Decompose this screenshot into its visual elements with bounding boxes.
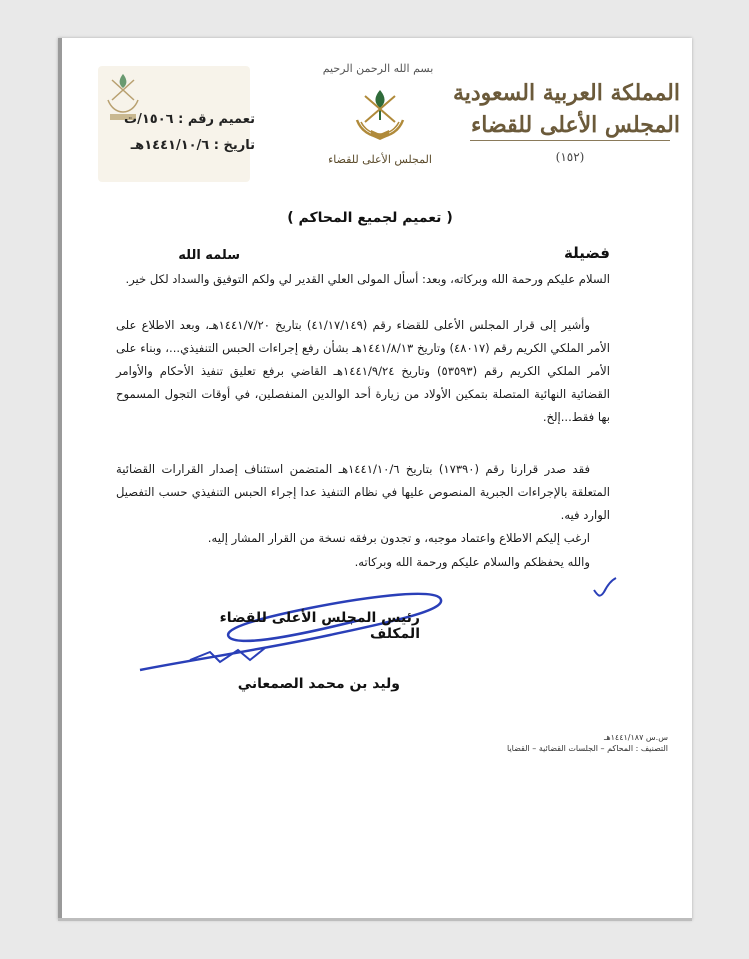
honorific: سلمه الله <box>178 248 240 263</box>
council-emblem-icon <box>335 82 425 152</box>
page-edge-bottom <box>58 918 692 921</box>
handwritten-tick-icon <box>590 572 620 602</box>
classification-line: التصنيف : المحاكم – الجلسات القضائية – القضايا <box>507 744 668 753</box>
addressee: فضيلة <box>564 244 610 262</box>
reference-code: س.س ١٤٤١/١٨٧هـ <box>604 733 668 742</box>
emblem-caption: المجلس الأعلى للقضاء <box>328 153 432 166</box>
signatory-name: وليد بن محمد الصمعاني <box>237 676 400 692</box>
letter-title: ( تعميم لجميع المحاكم ) <box>287 210 453 226</box>
page-edge <box>58 38 62 920</box>
greeting-paragraph: السلام عليكم ورحمة الله وبركاته، وبعد: أسأل المولى العلي القدير لي ولكم التوفيق والسداد لكل خير. <box>125 272 610 286</box>
basmala: بسم الله الرحمن الرحيم <box>322 62 434 75</box>
signatory-title: رئيس المجلس الأعلى للقضاء المكلف <box>219 610 420 642</box>
org-name-line1: المملكة العربية السعودية <box>452 80 680 106</box>
org-name-line2: المجلس الأعلى للقضاء <box>470 112 680 138</box>
org-number: (١٥٢) <box>555 150 585 164</box>
reference-paragraph: وأشير إلى قرار المجلس الأعلى للقضاء رقم (٤١/١٧/١٤٩) بتاريخ ١٤٤١/٧/٢٠هـ، وبعد الاطلاع على الأمر الملكي الكريم رقم (٤٨٠١٧) وتاريخ ١٤٤١/٨/١٣هـ بشأن رفع إجراءات الحبس التنفيذي...، وبناء على الأمر الملكي الكريم رقم (٥٣٥٩٣) وتاريخ ١٤٤١/٩/٢٤هـ القاضي برفع تعليق تنفيذ الأحكام والأوامر القضائية النهائية المتصلة بتمكين الأولاد من زيارة أحد الوالدين المنفصلين، في أوقات التجول المسموح بها فقط...إلخ. <box>116 318 611 424</box>
request-paragraph: ارغب إليكم الاطلاع واعتماد موجبه، و تجدون برفقه نسخة من القرار المشار إليه. <box>207 531 590 545</box>
header-divider <box>470 140 670 141</box>
decision-paragraph: فقد صدر قرارنا رقم (١٧٣٩٠) بتاريخ ١٤٤١/١٠/٦هـ المتضمن استئناف إصدار القرارات القضائية المتعلقة بالإجراءات الجبرية المنصوص عليها في نظام التنفيذ عدا إجراء الحبس التنفيذي حسب التفصيل الوارد فيه. <box>116 462 610 522</box>
circular-date: تاريخ : ١٤٤١/١٠/٦هـ <box>130 138 255 153</box>
circular-number: تعميم رقم : ١٥٠٦/ت <box>124 112 255 127</box>
closing-paragraph: والله يحفظكم والسلام عليكم ورحمة الله وبركاته. <box>354 555 590 569</box>
